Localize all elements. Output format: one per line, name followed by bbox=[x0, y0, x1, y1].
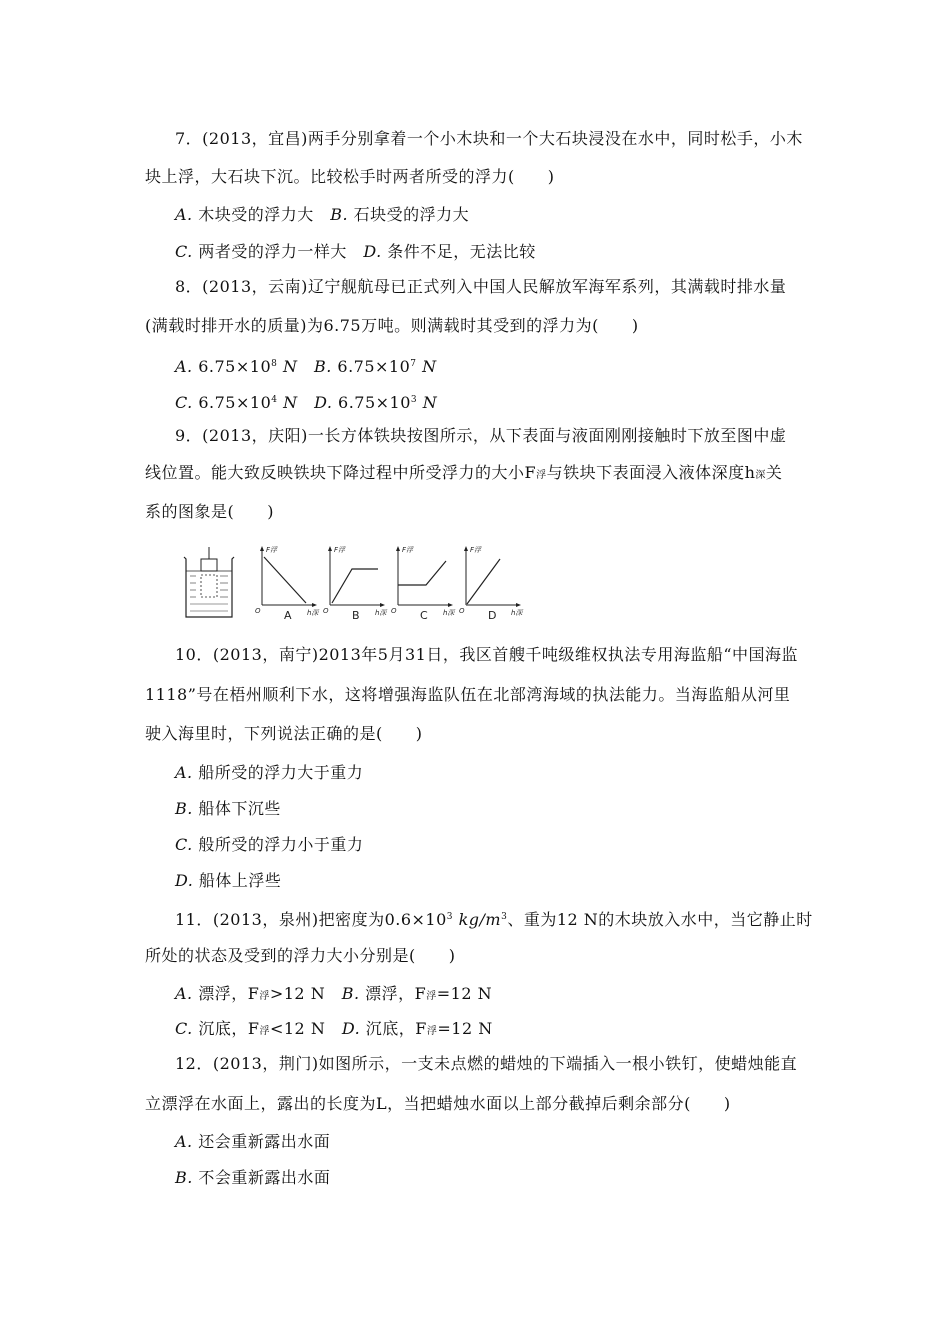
q8-option-a-exp: 8 bbox=[271, 359, 278, 369]
graph-a-label: A bbox=[284, 609, 292, 622]
graph-c-y-label: F浮 bbox=[402, 546, 414, 554]
q10-option-d bbox=[175, 870, 281, 892]
q12-option-b bbox=[175, 1167, 330, 1189]
q11-options-ab bbox=[175, 983, 492, 1008]
q11-line2: 所处的状态及受到的浮力大小分别是( ) bbox=[145, 946, 456, 965]
q12-line2: 立漂浮在水面上，露出的长度为L，当把蜡烛水面以上部分截掉后剩余部分( ) bbox=[145, 1094, 731, 1113]
graph-c-origin: O bbox=[391, 607, 397, 615]
q8-option-d-unit: N bbox=[417, 393, 438, 412]
graph-b bbox=[323, 546, 388, 622]
q9-line2 bbox=[145, 462, 782, 487]
q7-options-cd bbox=[175, 241, 536, 263]
q10-line3: 驶入海里时，下列说法正确的是( ) bbox=[145, 724, 423, 743]
graph-b-label: B bbox=[352, 609, 360, 622]
q11-option-c-letter: C. bbox=[175, 1019, 193, 1038]
q10-option-c bbox=[175, 834, 363, 856]
q10-option-c-letter: C. bbox=[175, 835, 193, 854]
q12-option-a-text: 还会重新露出水面 bbox=[192, 1132, 331, 1151]
q10-option-a-text: 船所受的浮力大于重力 bbox=[192, 763, 364, 782]
q9-line2-a: 线位置。能大致反映铁块下降过程中所受浮力的大小F bbox=[145, 463, 537, 482]
q11-options-cd bbox=[175, 1018, 493, 1043]
q11-option-b-a: 漂浮，F bbox=[359, 984, 427, 1003]
q8-option-b-unit: N bbox=[416, 357, 437, 376]
q8-option-a-letter: A. bbox=[175, 357, 193, 376]
q7-options-ab bbox=[175, 204, 469, 226]
q8-option-d-exp: 3 bbox=[410, 395, 418, 405]
q11-option-a-letter: A. bbox=[175, 984, 193, 1003]
q12-option-b-text: 不会重新露出水面 bbox=[192, 1168, 331, 1187]
q7-line2: 块上浮，大石块下沉。比较松手时两者所受的浮力( ) bbox=[145, 167, 555, 186]
q11-option-c-b: <12 N bbox=[269, 1019, 342, 1038]
q10-option-b-letter: B. bbox=[175, 799, 193, 818]
q8-option-a-base: 6.75×10 bbox=[192, 357, 272, 376]
q10-option-b bbox=[175, 798, 281, 820]
graph-d-x-label: h深 bbox=[511, 609, 523, 617]
q8-option-c-letter: C. bbox=[175, 393, 193, 412]
q11-option-b-b: =12 N bbox=[436, 984, 493, 1003]
q9-line2-sub1: 浮 bbox=[536, 470, 547, 481]
q7-option-b-letter: B. bbox=[330, 205, 349, 224]
q12-option-a bbox=[175, 1131, 330, 1153]
q11-line1-b: kg/m bbox=[453, 910, 502, 929]
q10-line1: 10．(2013，南宁)2013年5月31日，我区首艘千吨级维权执法专用海监船“中国海监 bbox=[175, 645, 799, 664]
q10-option-d-text: 船体上浮些 bbox=[193, 871, 282, 890]
q11-option-b-letter: B. bbox=[341, 984, 360, 1003]
q9-line2-sub2: 深 bbox=[755, 470, 766, 481]
q11-line1-exp: 3 bbox=[446, 912, 454, 922]
q11-option-d-a: 沉底，F bbox=[360, 1019, 427, 1038]
q9-line2-b: 与铁块下表面浸入液体深度h bbox=[546, 463, 756, 482]
graph-a-y-label: F浮 bbox=[266, 546, 278, 554]
q9-line1: 9．(2013，庆阳)一长方体铁块按图所示，从下表面与液面刚刚接触时下放至图中虚 bbox=[175, 426, 787, 445]
graph-d bbox=[459, 546, 524, 622]
q8-option-c-base: 6.75×10 bbox=[192, 393, 272, 412]
graph-c-label: C bbox=[420, 609, 428, 622]
graph-b-y-label: F浮 bbox=[334, 546, 346, 554]
q7-option-a-text: 木块受的浮力大 bbox=[192, 205, 331, 224]
q11-option-a-a: 漂浮，F bbox=[192, 984, 260, 1003]
q11-option-a-b: >12 N bbox=[269, 984, 342, 1003]
q9-figure bbox=[182, 543, 527, 623]
q10-line2: 1118”号在梧州顺利下水，这将增强海监队伍在北部湾海域的执法能力。当海监船从河里 bbox=[145, 685, 791, 704]
q9-line2-c: 关 bbox=[765, 463, 783, 482]
graph-d-origin: O bbox=[459, 607, 465, 615]
q11-option-c-a: 沉底，F bbox=[192, 1019, 260, 1038]
q8-options-ab bbox=[175, 353, 437, 378]
q7-option-a-letter: A. bbox=[175, 205, 193, 224]
q10-option-d-letter: D. bbox=[175, 871, 194, 890]
q11-option-a-sub: 浮 bbox=[259, 991, 270, 1002]
q10-option-a-letter: A. bbox=[175, 763, 193, 782]
q11-option-c-sub: 浮 bbox=[259, 1026, 270, 1037]
q12-option-a-letter: A. bbox=[175, 1132, 193, 1151]
q7-option-c-text: 两者受的浮力一样大 bbox=[192, 242, 364, 261]
graph-c bbox=[391, 546, 456, 622]
q7-option-b-text: 石块受的浮力大 bbox=[348, 205, 470, 224]
q8-option-b-letter: B. bbox=[313, 357, 332, 376]
graph-a-x-label: h深 bbox=[307, 609, 319, 617]
q11-line1-c: 、重为12 N的木块放入水中，当它静止时 bbox=[507, 910, 813, 929]
q9-line3: 系的图象是( ) bbox=[145, 502, 274, 521]
graph-a bbox=[255, 546, 320, 622]
q7-option-d-text: 条件不足，无法比较 bbox=[381, 242, 536, 261]
q10-option-c-text: 般所受的浮力小于重力 bbox=[192, 835, 364, 854]
q8-line2: (满载时排开水的质量)为6.75万吨。则满载时其受到的浮力为( ) bbox=[145, 316, 639, 335]
q8-option-d-base: 6.75×10 bbox=[332, 393, 411, 412]
q9-figure-svg bbox=[182, 543, 527, 623]
q7-option-c-letter: C. bbox=[175, 242, 193, 261]
q11-line1 bbox=[175, 906, 813, 931]
q8-option-b-base: 6.75×10 bbox=[331, 357, 411, 376]
q10-option-b-text: 船体下沉些 bbox=[192, 799, 281, 818]
q8-options-cd bbox=[175, 389, 437, 414]
q8-option-d-letter: D. bbox=[314, 393, 333, 412]
q11-option-d-b: =12 N bbox=[437, 1019, 493, 1038]
q11-line1-exp2: 3 bbox=[501, 912, 508, 922]
q11-option-d-letter: D. bbox=[341, 1019, 361, 1038]
q11-option-b-sub: 浮 bbox=[426, 991, 437, 1002]
q8-option-b-exp: 7 bbox=[410, 359, 417, 369]
q11-option-d-sub: 浮 bbox=[426, 1026, 438, 1037]
q7-option-d-letter: D. bbox=[363, 242, 382, 261]
q8-line1: 8．(2013，云南)辽宁舰航母已正式列入中国人民解放军海军系列，其满载时排水量 bbox=[175, 277, 787, 296]
graph-d-y-label: F浮 bbox=[470, 546, 482, 554]
beaker-diagram bbox=[184, 547, 234, 617]
q8-option-a-unit: N bbox=[277, 357, 314, 376]
graph-c-x-label: h深 bbox=[443, 609, 455, 617]
q11-line1-a: 11．(2013，泉州)把密度为0.6×10 bbox=[175, 910, 447, 929]
graph-b-x-label: h深 bbox=[375, 609, 387, 617]
q7-line1: 7．(2013，宜昌)两手分别拿着一个小木块和一个大石块浸没在水中，同时松手，小木 bbox=[175, 129, 803, 148]
graph-d-label: D bbox=[488, 609, 497, 622]
graph-b-origin: O bbox=[323, 607, 329, 615]
q12-option-b-letter: B. bbox=[175, 1168, 193, 1187]
q8-option-c-unit: N bbox=[277, 393, 315, 412]
q10-option-a bbox=[175, 762, 363, 784]
graph-a-origin: O bbox=[255, 607, 261, 615]
q12-line1: 12．(2013，荆门)如图所示，一支未点燃的蜡烛的下端插入一根小铁钉，使蜡烛能直 bbox=[175, 1054, 798, 1073]
q8-option-c-exp: 4 bbox=[271, 395, 278, 405]
